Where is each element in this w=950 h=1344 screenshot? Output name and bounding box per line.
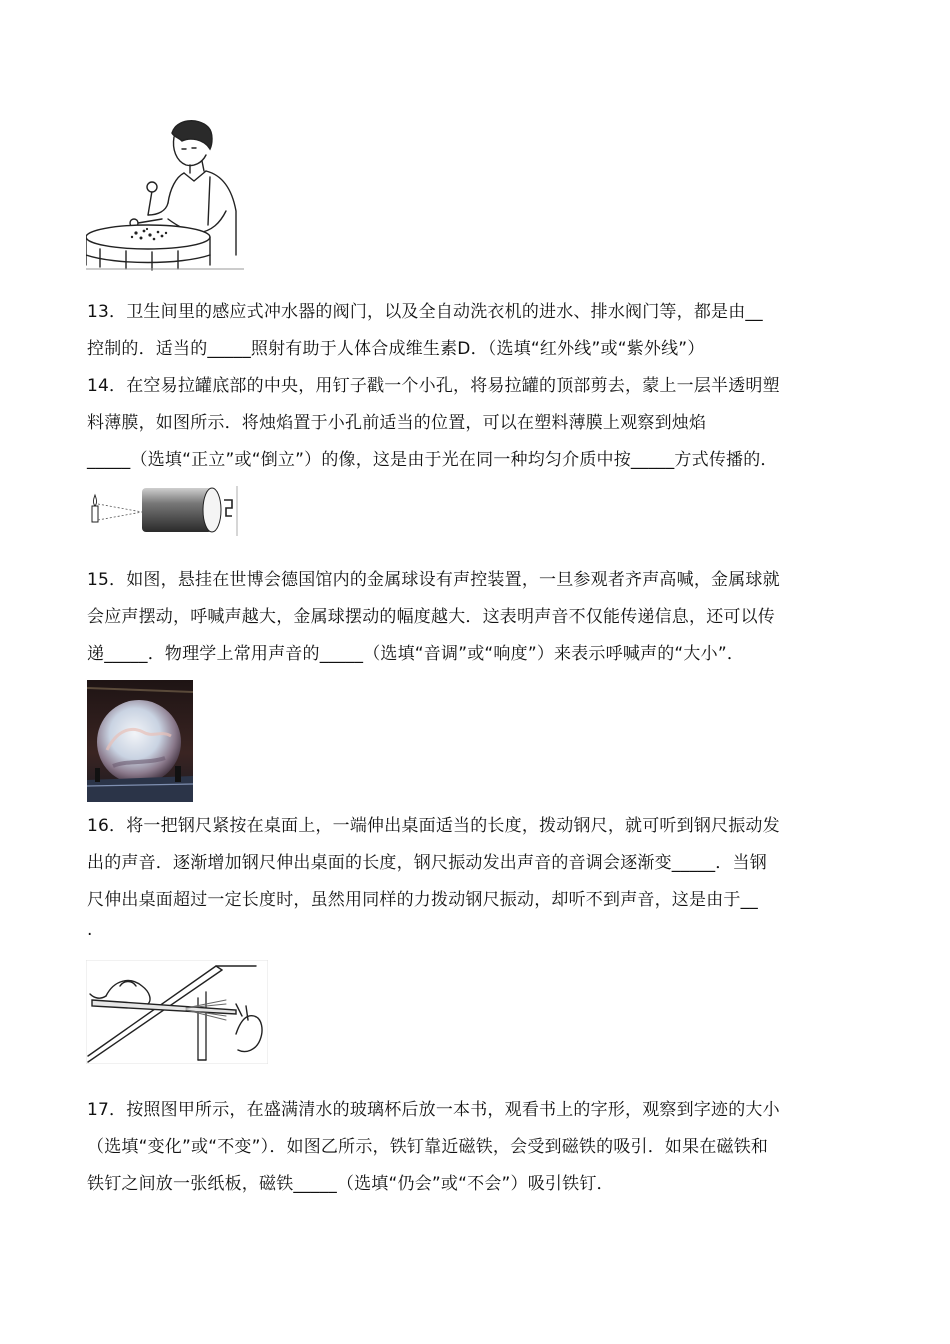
question-15-line-2: 会应声摆动，呼喊声越大，金属球摆动的幅度越大．这表明声音不仅能传递信息，还可以传 xyxy=(87,607,775,627)
metal-ball-photo xyxy=(87,680,193,802)
question-14-line-3: _____（选填“正立”或“倒立”）的像，这是由于光在同一种均匀介质中按_____方式传播的． xyxy=(87,450,778,470)
question-16-line-2: 出的声音．逐渐增加钢尺伸出桌面的长度，钢尺振动发出声音的音调会逐渐变_____．当钢 xyxy=(87,853,767,873)
question-16-line-4: . xyxy=(87,920,93,940)
question-16-line-3: 尺伸出桌面超过一定长度时，虽然用同样的力拨动钢尺振动，却听不到声音，这是由于__ xyxy=(87,890,758,910)
question-15-line-1: 15．如图，悬挂在世博会德国馆内的金属球设有声控装置，一旦参观者齐声高喊，金属球就 xyxy=(87,570,780,590)
boy-drum-illustration xyxy=(86,115,244,273)
question-14 xyxy=(87,368,865,479)
question-17-line-2: （选填“变化”或“不变”）．如图乙所示，铁钉靠近磁铁，会受到磁铁的吸引．如果在磁铁和 xyxy=(87,1137,769,1157)
question-16 xyxy=(87,808,865,941)
question-15 xyxy=(87,562,865,673)
question-14-line-2: 料薄膜，如图所示．将烛焰置于小孔前适当的位置，可以在塑料薄膜上观察到烛焰 xyxy=(87,413,707,433)
question-13 xyxy=(87,294,865,368)
question-14-line-1: 14．在空易拉罐底部的中央，用钉子戳一个小孔，将易拉罐的顶部剪去，蒙上一层半透明塑 xyxy=(87,376,780,396)
question-13-line-1: 13．卫生间里的感应式冲水器的阀门，以及全自动洗衣机的进水、排水阀门等，都是由__ xyxy=(87,302,763,322)
question-15-line-3: 递_____．物理学上常用声音的_____（选填“音调”或“响度”）来表示呼喊声的“大小”． xyxy=(87,644,745,664)
ruler-on-table-illustration xyxy=(86,960,268,1064)
question-17 xyxy=(87,1092,865,1203)
question-13-line-2: 控制的．适当的_____照射有助于人体合成维生素D．（选填“红外线”或“紫外线”） xyxy=(87,339,705,359)
question-17-line-3: 铁钉之间放一张纸板，磁铁_____（选填“仍会”或“不会”）吸引铁钉． xyxy=(87,1174,614,1194)
question-17-line-1: 17．按照图甲所示，在盛满清水的玻璃杯后放一本书，观看书上的字形，观察到字迹的大小 xyxy=(87,1100,780,1120)
pinhole-camera-illustration xyxy=(86,482,238,538)
question-16-line-1: 16．将一把钢尺紧按在桌面上，一端伸出桌面适当的长度，拨动钢尺，就可听到钢尺振动发 xyxy=(87,816,780,836)
